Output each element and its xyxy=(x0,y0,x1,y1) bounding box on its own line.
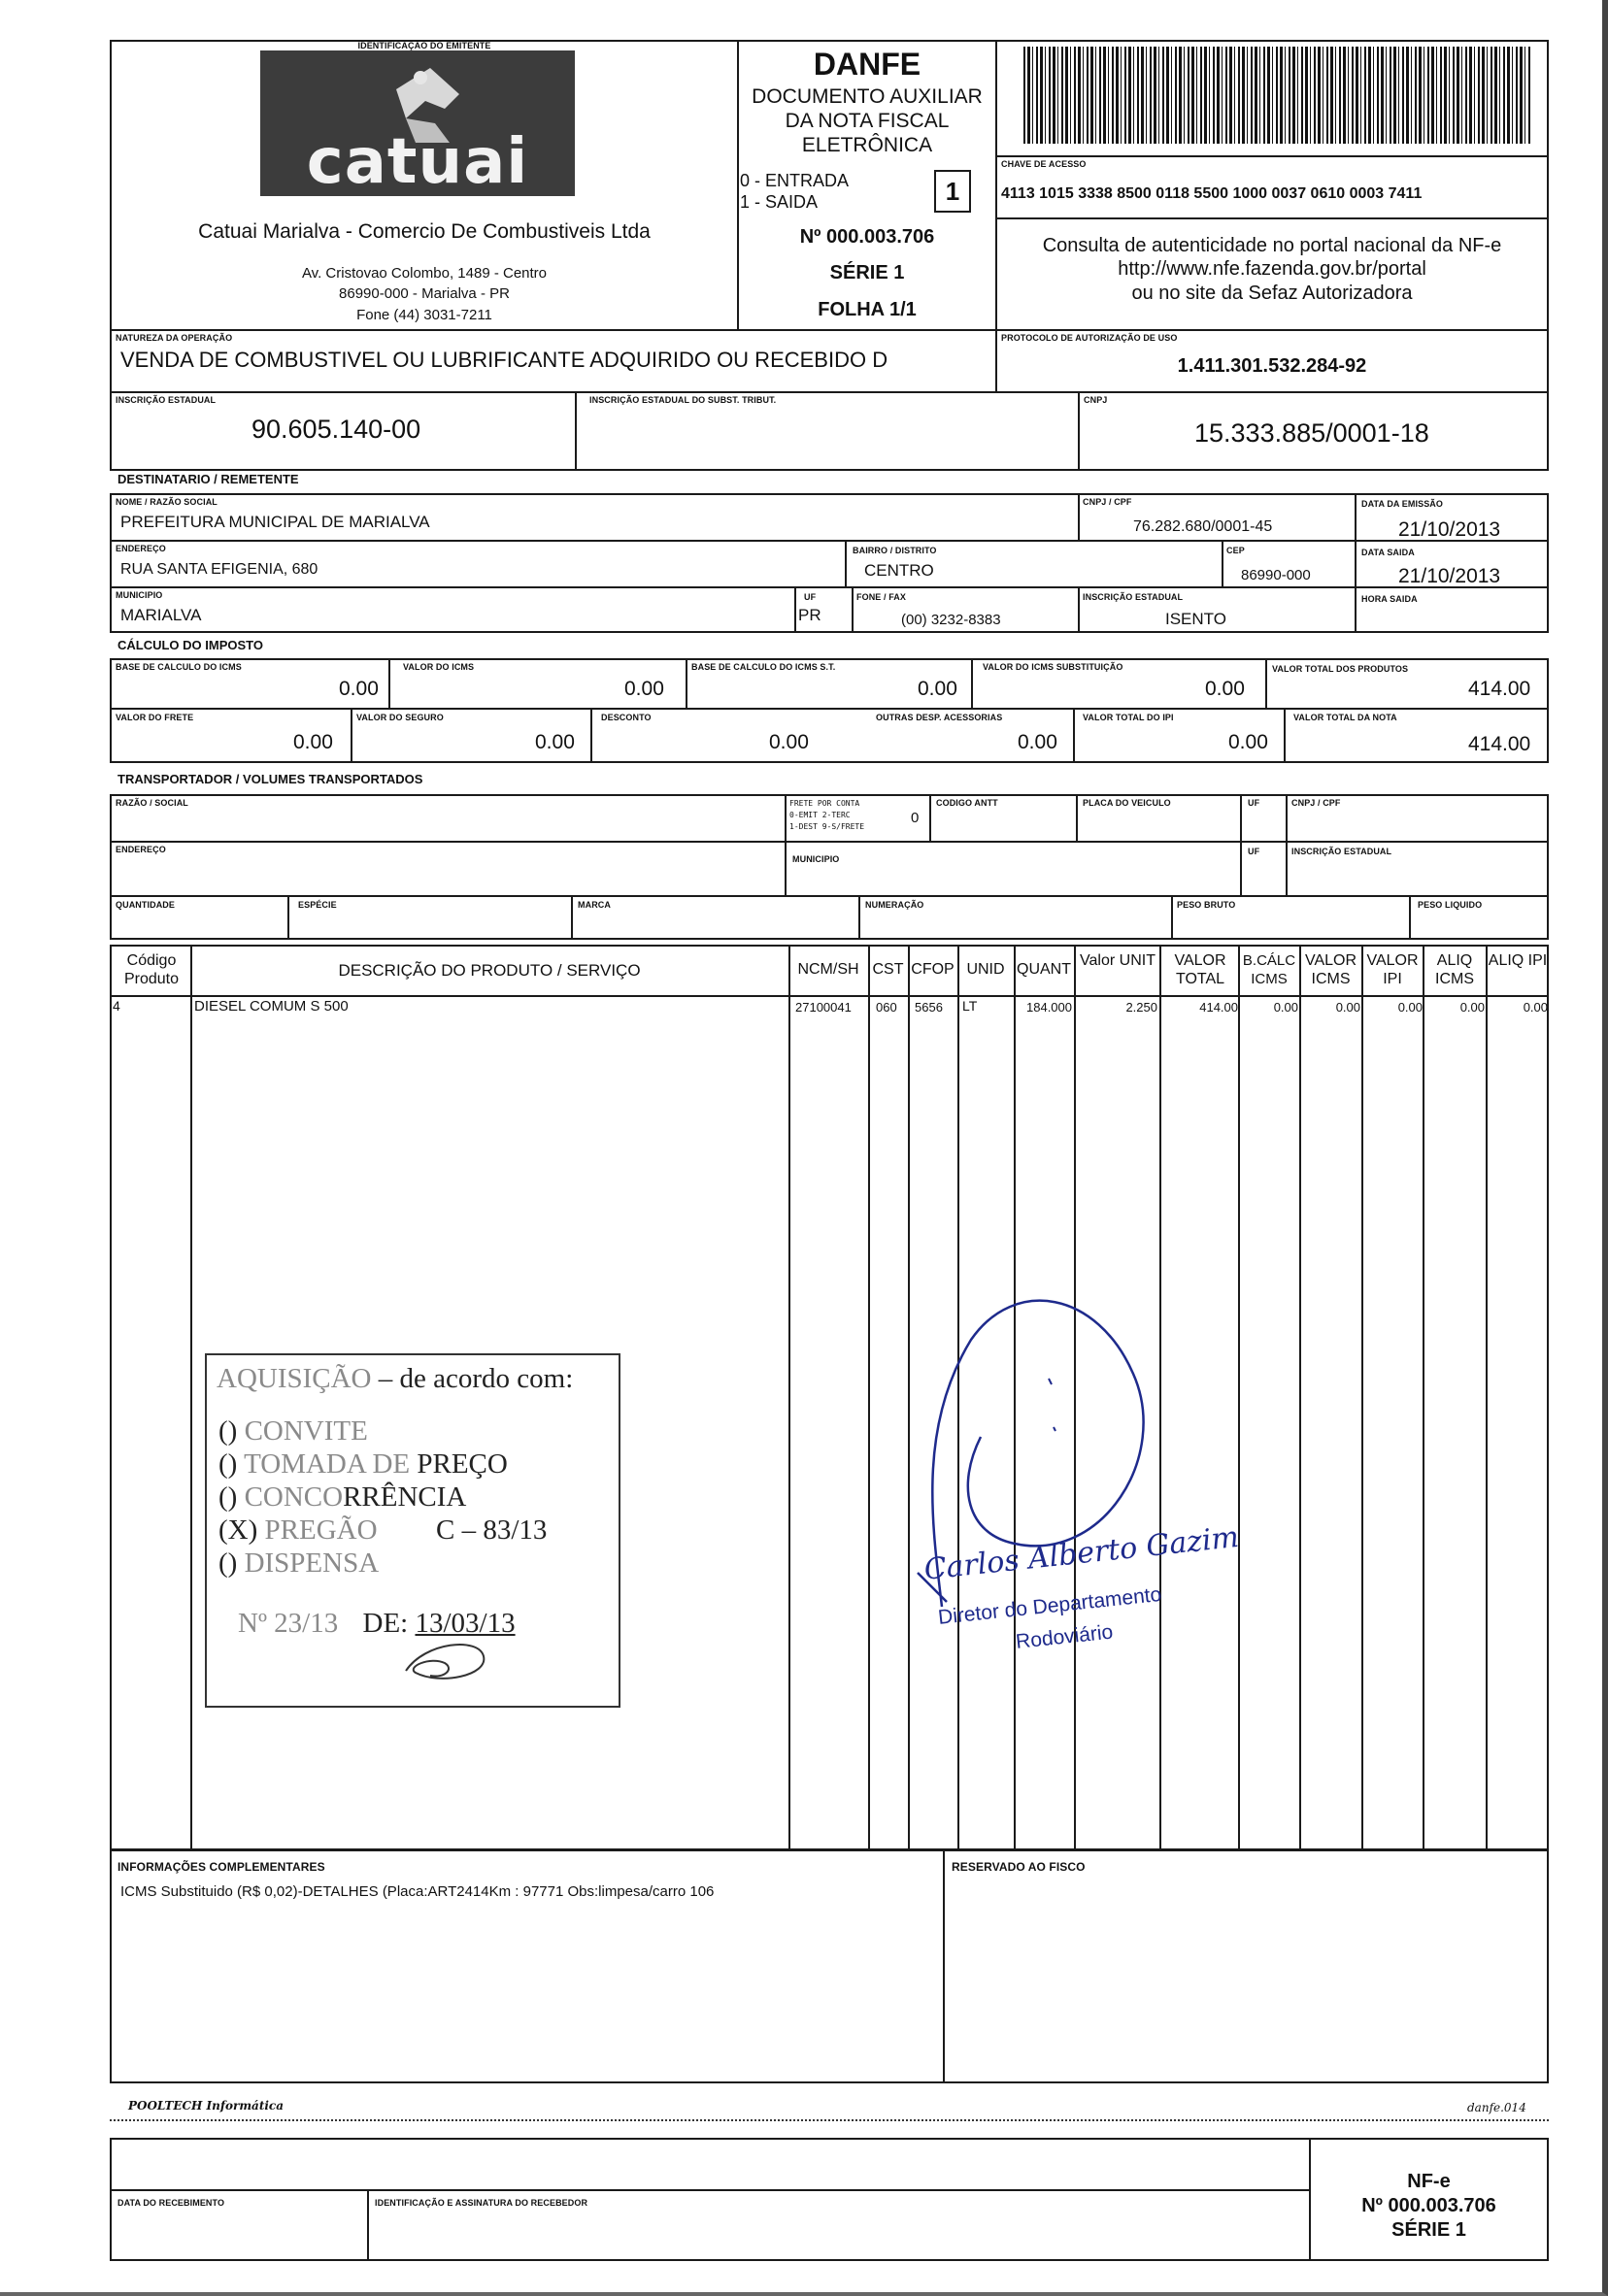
company-logo xyxy=(260,50,575,196)
freight-mode-line-2: 0-EMIT 2-TERC xyxy=(789,811,851,819)
volume-qty-label: QUANTIDADE xyxy=(116,900,175,910)
header-cfop: CFOP xyxy=(911,961,955,978)
danfe-sheet: FOLHA 1/1 xyxy=(818,299,917,320)
header-quant: QUANT xyxy=(1017,961,1071,978)
row-cst: 060 xyxy=(876,1000,897,1015)
carrier-name-label: RAZÃO / SOCIAL xyxy=(116,798,188,808)
recipient-ie-value: ISENTO xyxy=(1165,610,1226,628)
cnpj-label: CNPJ xyxy=(1084,395,1108,405)
recipient-city-value: MARIALVA xyxy=(120,606,202,624)
emission-date-label: DATA DA EMISSÃO xyxy=(1361,499,1443,509)
volume-numbering-label: NUMERAÇÃO xyxy=(865,900,924,910)
freight-mode-line-3: 1-DEST 9-S/FRETE xyxy=(789,822,865,831)
header-ipi-rate: ALIQ IPI xyxy=(1488,952,1548,969)
danfe-subtitle-3: ELETRÔNICA xyxy=(801,134,933,156)
exit-date-label: DATA SAIDA xyxy=(1361,548,1415,557)
recipient-cep-value: 86990-000 xyxy=(1241,567,1311,583)
consult-line-3: ou no site da Sefaz Autorizadora xyxy=(1131,283,1413,304)
table-row xyxy=(110,997,1549,1018)
carrier-address-label: ENDEREÇO xyxy=(116,845,166,854)
stamp-initials-icon xyxy=(386,1632,503,1690)
company-address: Av. Cristovao Colombo, 1489 - Centro xyxy=(301,265,548,282)
logo-text: catuai xyxy=(306,126,529,196)
recipient-address-label: ENDEREÇO xyxy=(116,544,166,553)
header-bc-icms: B.CÁLC ICMS xyxy=(1242,952,1296,987)
procurement-stamp xyxy=(205,1353,620,1708)
stamp-option-convite: () CONVITE xyxy=(218,1415,368,1447)
carrier-city-label: MUNICIPIO xyxy=(792,854,840,864)
consult-line-2: http://www.nfe.fazenda.gov.br/portal xyxy=(1118,258,1426,280)
base-st-value: 0.00 xyxy=(918,678,957,700)
icms-label: VALOR DO ICMS xyxy=(403,662,475,672)
insurance-value: 0.00 xyxy=(535,731,575,753)
company-city: 86990-000 - Marialva - PR xyxy=(339,285,510,302)
row-ipi-value: 0.00 xyxy=(1397,1000,1423,1015)
products-total-label: VALOR TOTAL DOS PRODUTOS xyxy=(1272,664,1409,674)
carrier-cnpj-label: CNPJ / CPF xyxy=(1291,798,1341,808)
recipient-address-value: RUA SANTA EFIGENIA, 680 xyxy=(120,561,318,578)
recipient-cnpj-value: 76.282.680/0001-45 xyxy=(1133,518,1273,535)
entry-option: 0 - ENTRADA xyxy=(740,171,850,190)
discount-label: DESCONTO xyxy=(601,713,652,722)
gross-weight-label: PESO BRUTO xyxy=(1177,900,1236,910)
header-code: Código Produto xyxy=(123,952,180,987)
danfe-subtitle-1: DOCUMENTO AUXILIAR xyxy=(752,85,983,108)
recipient-name-value: PREFEITURA MUNICIPAL DE MARIALVA xyxy=(120,513,430,531)
header-icms-rate: ALIQ ICMS xyxy=(1435,952,1474,987)
transport-section-label: TRANSPORTADOR / VOLUMES TRANSPORTADOS xyxy=(117,772,423,786)
company-name: Catuai Marialva - Comercio De Combustiveis Ltda xyxy=(198,220,651,243)
carrier-uf-label: UF xyxy=(1248,798,1260,808)
recipient-cnpj-label: CNPJ / CPF xyxy=(1083,497,1132,507)
base-icms-label: BASE DE CALCULO DO ICMS xyxy=(116,662,242,672)
nf-type-box xyxy=(934,170,971,213)
header-ncm: NCM/SH xyxy=(797,961,859,978)
freight-label: VALOR DO FRETE xyxy=(116,713,194,722)
ie-label: INSCRIÇÃO ESTADUAL xyxy=(116,395,217,405)
header-total-value: VALOR TOTAL xyxy=(1174,952,1226,987)
recipient-name-label: NOME / RAZÃO SOCIAL xyxy=(116,497,218,507)
additional-info-label: INFORMAÇÕES COMPLEMENTARES xyxy=(117,1860,325,1874)
freight-mode-value: 0 xyxy=(911,810,920,826)
icms-value: 0.00 xyxy=(624,678,664,700)
header-ipi-value: VALOR IPI xyxy=(1366,952,1419,987)
invoice-total-label: VALOR TOTAL DA NOTA xyxy=(1293,713,1397,722)
receipt-nfe-series: SÉRIE 1 xyxy=(1391,2219,1466,2241)
access-key-label: CHAVE DE ACESSO xyxy=(1001,159,1087,169)
recipient-cep-label: CEP xyxy=(1226,546,1245,555)
base-st-label: BASE DE CALCULO DO ICMS S.T. xyxy=(691,662,836,672)
recipient-city-label: MUNICIPIO xyxy=(116,590,163,600)
header-unid: UNID xyxy=(966,961,1005,978)
signature-role-1: Diretor do Departamento xyxy=(937,1582,1163,1629)
other-expenses-value: 0.00 xyxy=(1018,731,1057,753)
products-total-value: 414.00 xyxy=(1468,678,1531,700)
carrier-uf2-label: UF xyxy=(1248,847,1260,856)
receiver-label: IDENTIFICAÇÃO E ASSINATURA DO RECEBEDOR xyxy=(375,2198,588,2208)
base-icms-value: 0.00 xyxy=(339,678,379,700)
row-quant: 184.000 xyxy=(1026,1000,1072,1015)
exit-time-label: HORA SAIDA xyxy=(1361,594,1418,604)
invoice-total-value: 414.00 xyxy=(1468,733,1531,755)
stamp-pregao-number: C – 83/13 xyxy=(436,1514,548,1546)
cut-line xyxy=(110,2119,1549,2121)
stamp-option-dispensa: () DISPENSA xyxy=(218,1547,380,1579)
freight-mode-line-1: FRETE POR CONTA xyxy=(789,799,860,808)
recipient-district-value: CENTRO xyxy=(864,561,934,580)
recipient-uf-label: UF xyxy=(804,592,817,602)
icms-st-value: 0.00 xyxy=(1205,678,1245,700)
form-code: danfe.014 xyxy=(1467,2101,1526,2114)
header-icms-value: VALOR ICMS xyxy=(1304,952,1357,987)
barcode xyxy=(1023,47,1530,144)
row-code: 4 xyxy=(113,998,120,1014)
recipient-section-label: DESTINATARIO / REMETENTE xyxy=(117,472,299,486)
nature-value: VENDA DE COMBUSTIVEL OU LUBRIFICANTE ADQUIRIDO OU RECEBIDO D xyxy=(120,348,888,372)
row-icms-rate: 0.00 xyxy=(1459,1000,1485,1015)
ie-value: 90.605.140-00 xyxy=(251,415,421,444)
row-ipi-rate: 0.00 xyxy=(1523,1000,1548,1015)
discount-value: 0.00 xyxy=(769,731,809,753)
icms-st-label: VALOR DO ICMS SUBSTITUIÇÃO xyxy=(983,662,1123,672)
cnpj-value: 15.333.885/0001-18 xyxy=(1194,418,1429,448)
recipient-uf-value: PR xyxy=(798,606,821,624)
carrier-ie-label: INSCRIÇÃO ESTADUAL xyxy=(1291,847,1392,856)
fisco-label: RESERVADO AO FISCO xyxy=(952,1860,1086,1874)
signature-role-2: Rodoviário xyxy=(1015,1620,1115,1653)
row-cfop: 5656 xyxy=(915,1000,943,1015)
danfe-subtitle-2: DA NOTA FISCAL xyxy=(785,110,950,132)
recipient-phone-value: (00) 3232-8383 xyxy=(901,612,1001,628)
protocol-value: 1.411.301.532.284-92 xyxy=(1177,355,1367,377)
recipient-ie-label: INSCRIÇÃO ESTADUAL xyxy=(1083,592,1184,602)
exit-option: 1 - SAIDA xyxy=(740,192,819,212)
receipt-nfe-number: Nº 000.003.706 xyxy=(1361,2195,1496,2216)
tax-section-label: CÁLCULO DO IMPOSTO xyxy=(117,638,263,652)
header-description: DESCRIÇÃO DO PRODUTO / SERVIÇO xyxy=(338,961,641,980)
danfe-title: DANFE xyxy=(813,47,921,82)
other-expenses-label: OUTRAS DESP. ACESSORIAS xyxy=(876,713,1003,722)
row-total-value: 414.00 xyxy=(1199,1000,1238,1015)
ipi-total-label: VALOR TOTAL DO IPI xyxy=(1083,713,1174,722)
company-phone: Fone (44) 3031-7211 xyxy=(356,307,492,323)
software-credit: POOLTECH Informática xyxy=(128,2099,285,2113)
recipient-district-label: BAIRRO / DISTRITO xyxy=(853,546,937,555)
nature-label: NATUREZA DA OPERAÇÃO xyxy=(116,333,233,343)
stamp-title: AQUISIÇÃO – de acordo com: xyxy=(217,1363,574,1394)
ie-st-label: INSCRIÇÃO ESTADUAL DO SUBST. TRIBUT. xyxy=(589,395,777,405)
row-unid: LT xyxy=(962,998,978,1014)
danfe-series: SÉRIE 1 xyxy=(829,262,905,283)
plate-label: PLACA DO VEICULO xyxy=(1083,798,1171,808)
emission-date-value: 21/10/2013 xyxy=(1398,518,1501,541)
recipient-phone-label: FONE / FAX xyxy=(856,592,907,602)
ipi-total-value: 0.00 xyxy=(1228,731,1268,753)
emitter-section-label: IDENTIFICAÇÃO DO EMITENTE xyxy=(357,41,491,50)
row-ncm: 27100041 xyxy=(795,1000,852,1015)
stamp-option-concorrencia: () CONCORRÊNCIA xyxy=(218,1481,467,1513)
insurance-label: VALOR DO SEGURO xyxy=(356,713,444,722)
row-unit-value: 2.250 xyxy=(1125,1000,1157,1015)
signature-name: Carlos Alberto Gazim xyxy=(922,1519,1241,1587)
received-date-label: DATA DO RECEBIMENTO xyxy=(117,2198,225,2208)
exit-date-value: 21/10/2013 xyxy=(1398,565,1501,587)
antt-label: CODIGO ANTT xyxy=(936,798,998,808)
protocol-label: PROTOCOLO DE AUTORIZAÇÃO DE USO xyxy=(1001,333,1178,343)
receipt-nfe-label: NF-e xyxy=(1407,2171,1451,2192)
volume-brand-label: MARCA xyxy=(578,900,611,910)
consult-line-1: Consulta de autenticidade no portal nacional da NF-e xyxy=(1042,235,1502,256)
row-description: DIESEL COMUM S 500 xyxy=(194,998,349,1015)
freight-value: 0.00 xyxy=(293,731,333,753)
nf-type-value: 1 xyxy=(945,177,960,206)
additional-info-text: ICMS Substituido (R$ 0,02)-DETALHES (Placa:ART2414Km : 97771 Obs:limpesa/carro 106 xyxy=(120,1883,715,1900)
volume-kind-label: ESPÉCIE xyxy=(298,900,337,910)
row-bc-icms: 0.00 xyxy=(1273,1000,1298,1015)
net-weight-label: PESO LIQUIDO xyxy=(1418,900,1483,910)
stamp-option-tomada: () TOMADA DE PREÇO xyxy=(218,1448,508,1480)
danfe-number: Nº 000.003.706 xyxy=(799,226,935,248)
fisco-box xyxy=(943,1848,1549,2083)
header-unit-value: Valor UNIT xyxy=(1080,952,1156,969)
access-key-value: 4113 1015 3338 8500 0118 5500 1000 0037 0610 0003 7411 xyxy=(1001,185,1423,202)
header-cst: CST xyxy=(872,961,904,978)
stamp-option-pregao: (X) PREGÃO C – 83/13 xyxy=(218,1514,548,1546)
stamp-number-date: Nº 23/13 DE: 13/03/13 xyxy=(238,1608,516,1639)
row-icms-value: 0.00 xyxy=(1335,1000,1360,1015)
